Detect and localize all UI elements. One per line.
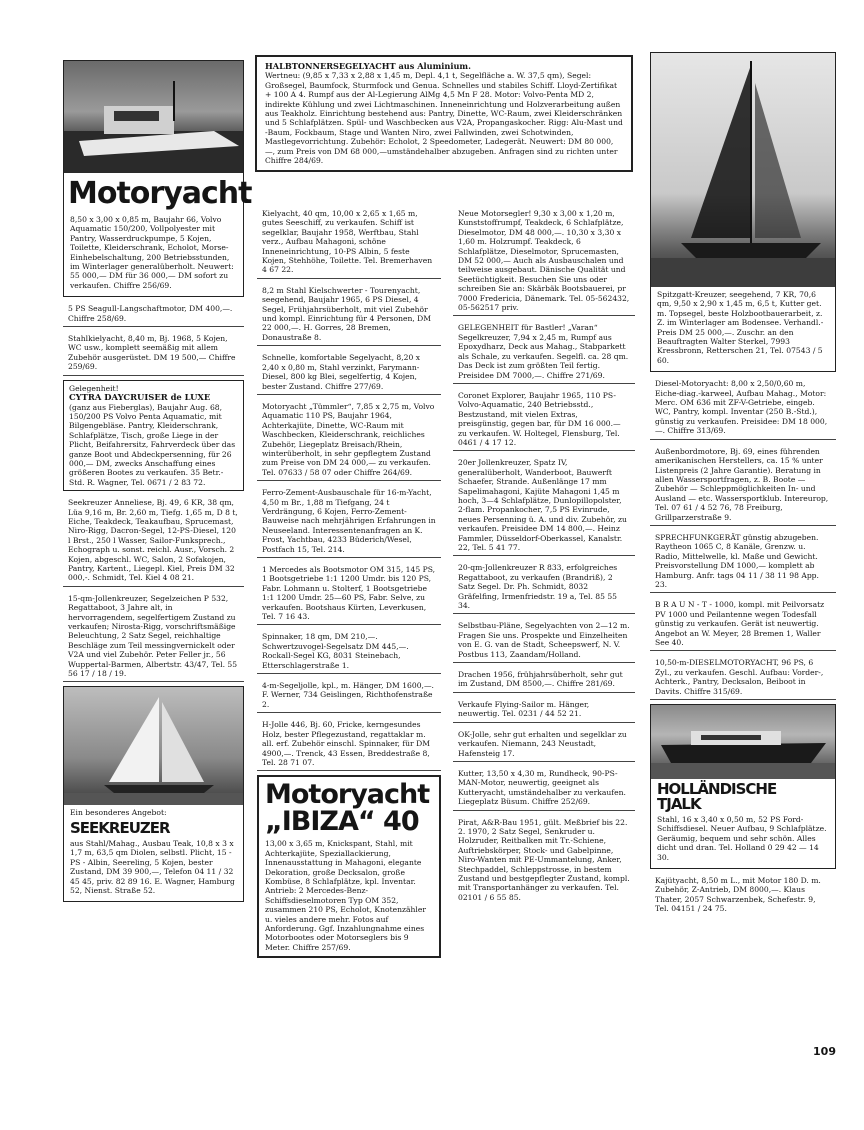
ad-text: Diesel-Motoryacht: 8,00 x 2,50/0,60 m, Eiche-diag.-karweel, Aufbau Mahag., Motor: Merc. OM 636 mit ZF-V-Getriebe, eingeb. WC, Pantry, kompl. Inventar (250 B.-Std.), günstig zu verkaufen. Preisidee: DM 18 000,—. Chiffre 313/69. [655, 379, 828, 436]
ad-kutter [453, 766, 635, 811]
seekreuzer-text: aus Stahl/Mahag., Ausbau Teak, 10,8 x 3 x 1,7 m, 63,5 qm Diolen, selbstl. Plicht, 15 - PS - Albin, Seereling, 5 Kojen, bester Zustand, DM 39 900,—, Telefon 04 11 / 32 45 45, priv. 82 89 16. E. Wagner, Hamburg 52, Nienst. Straße 52. [70, 838, 235, 895]
ad-text: Schnelle, komfortable Segelyacht, 8,20 x 2,40 x 0,80 m, Stahl verzinkt, Farymann-Diesel, 800 kg Blei, segelfertig, 4 Kojen, bester Zustand. Chiffre 277/69. [262, 353, 420, 391]
tjalk-boat-image [651, 705, 835, 779]
ad-text: Spinnaker, 18 qm, DM 210,—. Schwertzuvogel-Segelsatz DM 445,—. Rockall-Segel KG, 8031 Steinebach, Etterschlagerstraße 1. [262, 632, 409, 670]
ad-text: Coronet Explorer, Baujahr 1965, 110 PS-Volvo-Aquamatic, 240 Betriebsstd., Bestzustand, mit vielen Extras, preisgünstig, gegen bar, für DM 16 000.— zu verkaufen. W. Holtegel, Flensburg, Tel. 0461 / 4 17 12. [458, 390, 621, 447]
ad-spitzgatt [650, 52, 836, 372]
ad-text: Seekreuzer Anneliese, Bj. 49, 6 KR, 38 qm, Lüa 9,16 m, Br. 2,60 m, Tiefg. 1,65 m, D 8 t, Eiche, Teakdeck, Teakaufbau, Sprucemast, Niro-Rigg, Dacron-Segel, 12-PS-Diesel, 120 l Brst., 250 l Wasser, Sailor-Funksprech., Echograph u. sonst. reichl. Ausr., Vorsch. 2 Kojen, abgeschl. WC, Salon, 2 Sofakojen, Pantry, Kartent., Liegepl. Kiel, Preis DM 32 000,-. Schmidt, Tel. Kiel 4 08 21. [68, 498, 238, 583]
ad-text: Drachen 1956, frühjahrsüberholt, sehr gut im Zustand, DM 8500,—. Chiffre 281/69. [458, 670, 623, 689]
ad-10-50m [650, 655, 836, 700]
spitzgatt-text: Spitzgatt-Kreuzer, seegehend, 7 KR, 70,6 qm, 9,50 x 2,90 x 1,45 m, 6,5 t, Kutter get. m. Topsegel, beste Holzbootbauerarbeit, z. Z. im Winterlager am Bodensee. Verhandl.-Preis DM 25 000,—. Zuschr. an den Beauftragten Walter Sterkel, 7993 Kressbronn, Retterschen 21, Tel. 07543 / 5 60. [657, 290, 824, 365]
column-2 [255, 55, 633, 176]
ad-ok-jolle [453, 727, 635, 762]
motoryacht-text: 8,50 x 3,00 x 0,85 m, Baujahr 66, Volvo Aquamatic 150/200, Vollpolyester mit Pantry, Wasserdruckpumpe, 5 Kojen, Toilette, Kleiderschrank, Echolot, Morse-Einhebelschaltung, 200 Betriebsstunden, im Winterlager generalüberholt. Neuwert: 55 000,— DM für 36 000,— DM sofort zu verkaufen. Chiffre 256/69. [70, 215, 234, 290]
ad-drachen [453, 667, 635, 693]
seekreuzer-head: Ein besonderes Angebot: [70, 808, 167, 818]
ad-coronet [453, 388, 635, 451]
ad-spinnaker [257, 629, 441, 674]
ad-stahlkielyacht [63, 331, 244, 376]
seekreuzer-title: SEEKREUZER [70, 818, 170, 837]
column-1 [63, 60, 252, 906]
ad-text: B R A U N - T - 1000, kompl. mit Peilvorsatz PV 1000 und Peilantenne wegen Todesfall günstig zu verkaufen. Gerät ist neuwertig. Angebot an W. Meyer, 28 Bremen 1, Waller See 40. [655, 600, 825, 647]
ad-selbstbau [453, 618, 635, 663]
ad-20er [453, 455, 635, 556]
ad-tjalk [650, 704, 836, 869]
ad-text: 15-qm-Jollenkreuzer, Segelzeichen P 532, Regattaboot, 3 Jahre alt, in hervorragendem, segelfertigem Zustand zu verkaufen; Nirosta-Rigg, vorschriftsmäßige Beleuchtung, 2 Satz Segel, reichhaltige Beschläge zum Teil messingvernickelt oder V2A und viel Zubehör. Peter Feller jr., 56 Wuppertal-Barmen, Albertstr. 43/47, Tel. 55 56 17 / 18 / 19. [68, 593, 238, 679]
ad-diesel-motoryacht [650, 376, 836, 439]
tjalk-photo [651, 705, 835, 779]
cytra-head: Gelegenheit! [69, 383, 119, 393]
ad-text: Kielyacht, 40 qm, 10,00 x 2,65 x 1,65 m, gutes Seeschiff, zu verkaufen. Schiff ist segelklar, Baujahr 1958, Werftbau, Stahl verz., Aufbau Mahagoni, schöne Inneneinrichtung, 10-PS Albin, 5 feste Kojen, Stehhöhe, Toilette. Tel. Bremerhaven 4 67 22. [262, 209, 433, 275]
column-2a [257, 206, 441, 962]
ad-kajuetyacht [650, 873, 836, 917]
ad-bastler [453, 320, 635, 383]
ad-text: Stahlkielyacht, 8,40 m, Bj. 1968, 5 Kojen, WC usw., komplett seemäßig mit allem Zubehör ausgerüstet. DM 19 500,— Chiffre 259/69. [68, 334, 236, 372]
ad-hjolle [257, 717, 441, 771]
ad-anneliese [63, 495, 244, 587]
ad-82m [257, 283, 441, 346]
ad-aussenbordmotore [650, 444, 836, 526]
ad-text: OK-Jolle, sehr gut erhalten und segelklar zu verkaufen. Niemann, 243 Neustadt, Hafensteig 17. [458, 729, 627, 758]
column-4 [650, 52, 836, 921]
ad-tuemmler [257, 399, 441, 481]
ad-neue-motorsegler [453, 206, 635, 316]
ad-text: 4-m-Segeljolle, kpl., m. Hänger, DM 1600,—. F. Werner, 734 Geislingen, Richthofenstraße 2. [262, 681, 434, 709]
ad-text: Ferro-Zement-Ausbauschale für 16-m-Yacht, 4,50 m Br., 1,88 m Tiefgang, 24 t Verdrängung, 6 Kojen, Ferro-Zement-Bauweise nach mehrjährigen Erfahrungen in Neuseeland. Interessentenanfragen an K. Frost, Yachtbau, 4233 Büderich/Wesel, Postfach 15, Tel. 214. [262, 488, 436, 554]
ad-seekreuzer [63, 686, 244, 902]
tjalk-text: Stahl, 16 x 3,40 x 0,50 m, 52 PS Ford-Schiffsdiesel. Neuer Aufbau, 9 Schlafplätze. Geräumig, bequem und sehr schön. Alles dicht und dran. Tel. Holland 0 29 42 — 14 30. [657, 815, 827, 862]
ad-text: GELEGENHEIT für Bastler! „Varan“ Segelkreuzer, 7,94 x 2,45 m, Rumpf aus Epoxydharz, Deck aus Mahag., Stabparkett als Schale, zu verkaufen. Segelfl. ca. 28 qm. Das Deck ist zum größten Teil fertig. Preisidee DM 7000,—. Chiffre 271/69. [458, 323, 629, 380]
ad-4m-segeljolle [257, 678, 441, 713]
ad-seagull [63, 301, 244, 327]
ad-text: Verkaufe Flying-Sailor m. Hänger, neuwertig. Tel. 0231 / 44 52 21. [458, 699, 590, 719]
ad-text: SPRECHFUNKGERÄT günstig abzugeben. Raytheon 1065 C, 8 Kanäle, Grenzw. u. Radio, Mittelwelle, kl. Maße und Gewicht. Preisvorstellung DM 1000,— komplett ab Hamburg. Anfr. tags 04 11 / 38 11 98 App. 23. [655, 532, 819, 589]
cytra-text: (ganz aus Fieberglas), Baujahr Aug. 68, 150/200 PS Volvo Penta Aquamatic, mit Bilgengebläse. Pantry, Kleiderschrank, Schlafplätze, Tisch, große Liege in der Plicht, Beifahrersitz, Fahrverdeck über das ganze Boot und Abdeckpersenning, für 26 000,— DM, zwecks Anschaffung eines größeren Bootes zu verkaufen. 35 Betr.-Std. R. Wagner, Tel. 0671 / 2 83 72. [69, 402, 236, 487]
ad-text: Außenbordmotore, Bj. 69, eines führenden amerikanischen Herstellers, ca. 15 % unter Listenpreis (2 Jahre Garantie). Beratung in allen Wassersportfragen, z. B. Boote — Zubehör — Schleppmöglichkeiten In- und Ausland — etc. Wassersportklub. Intereurop, Tel. 07 61 / 4 52 76, 78 Freiburg, Grillparzerstraße 9. [655, 446, 829, 522]
ad-mercedes [257, 562, 441, 625]
motoryacht-title: Motoryacht [68, 176, 252, 211]
tjalk-title-2: TJALK [657, 795, 701, 814]
ad-text: Motoryacht „Tümmler“, 7,85 x 2,75 m, Volvo Aquamatic 110 PS, Baujahr 1964, Achterkajüte, Dinette, WC-Raum mit Waschbecken, Kleiderschrank, reichliches Zubehör, Liegeplatz Breisach/Rhein, winterüberholt, in sehr gepflegtem Zustand zum Preise von DM 24 000,— zu verkaufen. Tel. 07633 / 58 07 oder Chiffre 264/69. [262, 401, 435, 477]
ad-text: Kajütyacht, 8,50 m L., mit Motor 180 D. m. Zubehör, Z-Antrieb, DM 8000,—. Klaus Thater, 2057 Schwarzenbek, Schefestr. 9, Tel. 04151 / 24 75. [655, 876, 821, 914]
ad-text: 20-qm-Jollenkreuzer R 833, erfolgreiches Regattaboot, zu verkaufen (Brandriß), 2 Satz Segel. Dr. Ph. Schmidt, 8032 Gräfelfing, Irmenfriedstr. 19 a, Tel. 85 55 34. [458, 563, 618, 611]
ad-20qm [453, 560, 635, 614]
ad-schnelle [257, 350, 441, 395]
ibiza-title-2: „IBIZA“ 40 [265, 806, 419, 838]
tjalk-title-1: HOLLÄNDISCHE [657, 780, 777, 799]
ad-braun [650, 597, 836, 651]
halbtonner-title: HALBTONNERSEGELYACHT aus Aluminium. [265, 61, 471, 71]
seekreuzer-photo [64, 687, 243, 805]
cytra-title: CYTRA DAYCRUISER de LUXE [69, 392, 211, 403]
spitzgatt-photo [651, 53, 835, 287]
ad-15qm [63, 591, 244, 683]
ad-text: Neue Motorsegler! 9,30 x 3,00 x 1,20 m, Kunststoffrumpf, Teakdeck, 6 Schlafplätze, Dieselmotor, DM 48 000,—. 10,30 x 3,30 x 1,60 m. Holzrumpf. Teakdeck, 6 Schlafplätze, Dieselmotor, Sprucemasten, DM 52 000,— Auch als Ausbauschalen und teilweise ausgebaut. Dänische Qualität und Seetüchtigkeit. Besuchen Sie uns oder schreiben Sie an: Skärbäk Bootsbauerei, pr 7000 Fredericia, Dänemark. Tel. 05-562432, 05-562517 priv. [458, 209, 630, 313]
ad-text: 20er Jollenkreuzer, Spatz IV, generalüberholt, Wanderboot, Bauwerft Schaefer, Strande. Außenlänge 17 mm Sapelimahagoni, Kajüte Mahagoni 1,45 m hoch, 3—4 Schlafplätze, Dunlopillopolster, 2-flam. Propankocher, 7,5 PS Evinrude, neues Persenning ü. A. und div. Zubehör, zu verkaufen. Preisidee DM 14 800,—. Heinz Fammler, Düsseldorf-Oberkassel, Kanalstr. 22, Tel. 5 41 77. [458, 458, 627, 552]
page-number: 109 [813, 1045, 836, 1058]
ad-text: Kutter, 13,50 x 4,30 m, Rundheck, 90-PS-MAN-Motor, neuwertig, geeignet als Kutteryacht, umständehalber zu verkaufen. Liegeplatz Büsum. Chiffre 252/69. [458, 768, 626, 807]
sailboat-image [64, 687, 243, 805]
ad-pirat [453, 815, 635, 906]
ad-text: H-Jolle 446, Bj. 60, Fricke, kerngesundes Holz, bester Pflegezustand, regattaklar m. all. erf. Zubehör einschl. Spinnaker, für DM 4900,—. Trenck, 43 Essen, Breddestraße 8, Tel. 28 71 07. [262, 720, 430, 767]
ad-text: 5 PS Seagull-Langschaftmotor, DM 400,—. Chiffre 258/69. [68, 304, 233, 323]
ad-sprechfunkgeraet [650, 530, 836, 593]
ad-ibiza [257, 775, 441, 958]
halbtonner-text: Wertneu: (9,85 x 7,33 x 2,88 x 1,45 m, Depl. 4,1 t, Segelfläche a. W. 37,5 qm), Segel: Großsegel, Baumfock, Sturmfock und Genua. Schnelles und stabiles Schiff. Lloyd-Zertifikat + 100 A 4. Rumpf aus der Al-Legierung AlMg 4,5 Mn F 28. Motor: Volvo-Penta MD 2, indirekte Kühlung und zwei Lichtmaschinen. Inneneinrichtung und Holzverarbeitung außen aus Teakholz. Einrichtung bestehend aus: Pantry, Dinette, WC-Raum, zwei Kleiderschränken und 5 Schlafplätzen. Spül- und Waschbecken aus V2A, Propangaskocher. Rigg: Alu-Mast und -Baum, Fockbaum, Stage und Wanten Niro, zwei Fallwinden, zwei Schotwinden, Mastlegevorrichtung. Zubehör: Echolot, 2 Speedometer, Ladegerät. Neuwert: DM 80 000,—, zum Preis von DM 68 000,—umständehalber abzugeben. Anfragen sind zu richten unter Chiffre 284/69. [265, 71, 623, 166]
ad-halbtonner [255, 55, 633, 172]
ibiza-text: 13,00 x 3,65 m, Knickspant, Stahl, mit Achterkajüte, Speziallackierung, Innenausstattung in Mahagoni, elegante Dekoration, große Decksalon, große Kombüse, 8 Schlafplätze, kpl. Inventar. Antrieb: 2 Mercedes-Benz-Schiffsdieselmotoren Typ OM 352, zusammen 210 PS, Echolot, Knotenzähler u. vieles andere mehr. Fotos auf Anforderung. Ggf. Inzahlungnahme eines Motorbootes oder Motorseglers bis 9 Meter. Chiffre 257/69. [265, 839, 426, 952]
motorboat-image [64, 61, 243, 173]
ad-cytra [63, 380, 244, 491]
ad-kielyacht [257, 206, 441, 279]
ad-flying-sailor [453, 697, 635, 723]
ad-motoryacht [63, 60, 252, 297]
ad-text: 8,2 m Stahl Kielschwerter - Tourenyacht, seegehend, Baujahr 1965, 6 PS Diesel, 4 Segel, Frühjahrsüberholt, mit viel Zubehör und kompl. Einrichtung für 4 Personen, DM 22 000,—. H. Gorres, 28 Bremen, Donaustraße 8. [262, 285, 432, 342]
motoryacht-photo [64, 61, 243, 173]
ibiza-title-1: Motoryacht [265, 779, 430, 811]
column-3 [453, 206, 635, 909]
ad-text: Selbstbau-Pläne, Segelyachten von 2—12 m. Fragen Sie uns. Prospekte und Einzelheiten von E. G. van de Stadt, Scheepswerf, N. V. Postbus 113, Zaandam/Holland. [458, 621, 630, 659]
spitzgatt-sailboat-image [651, 53, 835, 287]
ad-text: Pirat, A&R-Bau 1951, gült. Meßbrief bis 22. 2. 1970, 2 Satz Segel, Senkruder u. Holzruder, Reitbalken mit Tr.-Schiene, Auftriebskörper, Stock- und Gabelpinne, Niro-Wanten mit PE-Ummantelung, Anker, Stechpaddel, Schleppstrosse, in bestem Zustand und bestgepflegter Zustand, kompl. mit Transportanhänger zu verkaufen. Tel. 02101 / 6 55 85. [458, 817, 630, 902]
ad-text: 10,50-m-DIESELMOTORYACHT, 96 PS, 6 Zyl., zu verkaufen. Geschl. Aufbau: Vorder-, Achterk., Pantry, Decksalon, Beiboot in Davits. Chiffre 315/69. [655, 658, 824, 696]
ad-ferro [257, 485, 441, 558]
ad-text: 1 Mercedes als Bootsmotor OM 315, 145 PS, 1 Bootsgetriebe 1:1 1200 Umdr. bis 120 PS, Fabr. Lohmann u. Stolterf, 1 Bootsgetriebe 1:1 1200 Umdr. 25—60 PS, Fabr. Selve, zu verkaufen. Bootshaus Kürten, Leverkusen, Tel. 7 16 43. [262, 565, 436, 622]
